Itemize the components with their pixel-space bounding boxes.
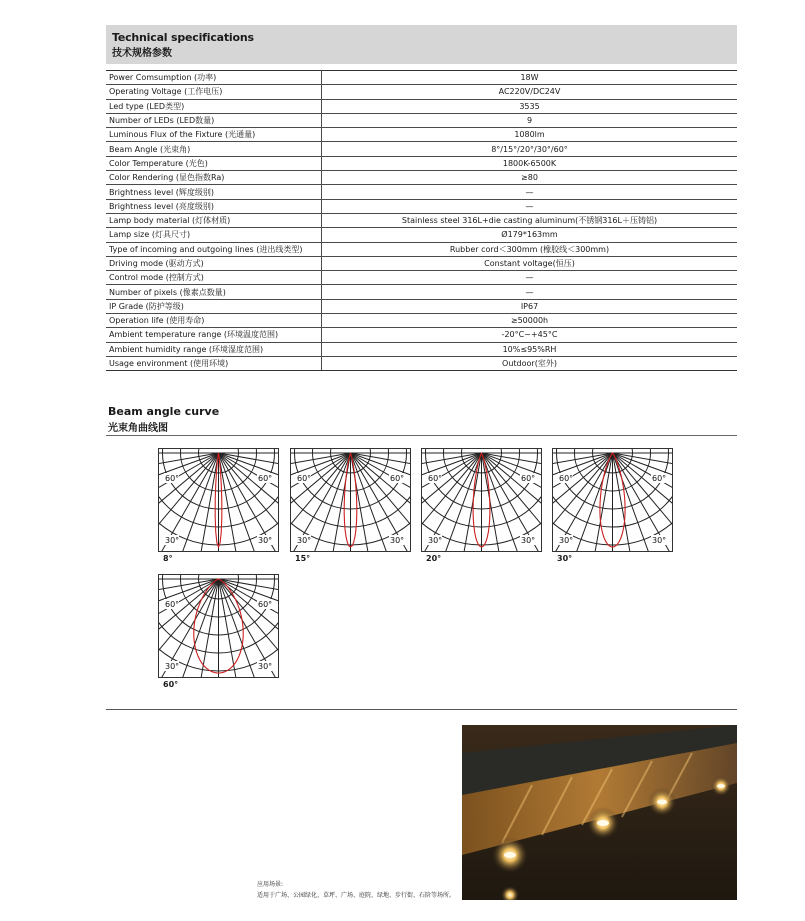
beam-caption: 15°: [295, 554, 311, 563]
spec-title-cn: 技术规格参数: [112, 48, 172, 59]
spec-value: AC220V/DC24V: [322, 85, 738, 99]
spec-label: Ambient humidity range (环境湿度范围): [106, 342, 322, 356]
beam-caption: 20°: [426, 554, 442, 563]
axis-label-right-lower: 30°: [652, 536, 667, 545]
spec-row: [106, 285, 737, 299]
axis-label-right-lower: 30°: [390, 536, 405, 545]
axis-label-right-upper: 60°: [258, 600, 273, 609]
spec-value: 3535: [322, 99, 738, 113]
spec-label: Operation life (使用寿命): [106, 314, 322, 328]
spec-row: [106, 271, 737, 285]
spec-value: ≥80: [322, 171, 738, 185]
axis-label-left-upper: 60°: [297, 474, 312, 483]
spec-row: [106, 113, 737, 127]
beam-polar-diagram: [552, 448, 673, 552]
spec-value: Constant voltage(恒压): [322, 256, 738, 270]
beam-caption: 60°: [163, 680, 179, 689]
spec-label: Luminous Flux of the Fixture (光通量): [106, 128, 322, 142]
spec-row: [106, 242, 737, 256]
spec-label: Brightness level (辉度级别): [106, 185, 322, 199]
spec-header-band: [106, 25, 737, 64]
axis-label-left-lower: 30°: [559, 536, 574, 545]
axis-label-right-lower: 30°: [521, 536, 536, 545]
spec-row: [106, 171, 737, 185]
spec-row: [106, 228, 737, 242]
axis-label-right-upper: 60°: [258, 474, 273, 483]
beam-polar-diagram: [158, 574, 279, 678]
spec-value: -20°C~+45°C: [322, 328, 738, 342]
spec-row: [106, 356, 737, 370]
spec-label: Beam Angle (光束角): [106, 142, 322, 156]
spec-label: Number of pixels (像素点数量): [106, 285, 322, 299]
spec-label: Operating Voltage (工作电压): [106, 85, 322, 99]
spec-row: [106, 299, 737, 313]
application-text: 适用于广场、公园绿化、草坪、广场、庭院、绿地、步行街、石阶等场所。: [257, 892, 456, 899]
axis-label-right-lower: 30°: [258, 536, 273, 545]
spec-label: Usage environment (使用环境): [106, 356, 322, 370]
spec-row: [106, 314, 737, 328]
spec-table: [106, 70, 737, 371]
axis-label-left-lower: 30°: [428, 536, 443, 545]
spec-row: [106, 199, 737, 213]
axis-label-left-lower: 30°: [165, 662, 180, 671]
axis-label-left-lower: 30°: [297, 536, 312, 545]
axis-label-left-upper: 60°: [428, 474, 443, 483]
beam-polar-diagram: [158, 448, 279, 552]
spec-label: Type of incoming and outgoing lines (进出线类型): [106, 242, 322, 256]
beam-caption: 8°: [163, 554, 173, 563]
polar-grid: [422, 449, 541, 551]
spec-label: Led type (LED类型): [106, 99, 322, 113]
spec-value: 1080lm: [322, 128, 738, 142]
spec-label: Ambient temperature range (环境温度范围): [106, 328, 322, 342]
spec-label: Driving mode (驱动方式): [106, 256, 322, 270]
polar-grid: [291, 449, 410, 551]
spec-row: [106, 128, 737, 142]
spec-value: Stainless steel 316L+die casting aluminum(不锈钢316L＋压铸铝): [322, 213, 738, 227]
section-divider: [106, 435, 737, 436]
spec-label: Lamp size (灯具尺寸): [106, 228, 322, 242]
spec-value: Outdoor(室外): [322, 356, 738, 370]
bottom-divider: [106, 709, 737, 710]
spec-value: —: [322, 185, 738, 199]
spec-value: ≥50000h: [322, 314, 738, 328]
spec-row: [106, 99, 737, 113]
spec-value: —: [322, 199, 738, 213]
axis-label-right-upper: 60°: [521, 474, 536, 483]
axis-label-left-lower: 30°: [165, 536, 180, 545]
spec-row: [106, 342, 737, 356]
axis-label-right-lower: 30°: [258, 662, 273, 671]
spec-title-en: Technical specifications: [112, 31, 254, 44]
axis-label-left-upper: 60°: [165, 474, 180, 483]
spec-label: Number of LEDs (LED数量): [106, 113, 322, 127]
spec-row: [106, 71, 737, 85]
beam-section-title: [108, 405, 219, 434]
beam-polar-diagram: [290, 448, 411, 552]
spec-row: [106, 256, 737, 270]
spec-value: Rubber cord＜300mm (橡胶线＜300mm): [322, 242, 738, 256]
polar-grid: [159, 449, 278, 551]
axis-label-left-upper: 60°: [165, 600, 180, 609]
spec-row: [106, 142, 737, 156]
spec-row: [106, 328, 737, 342]
spec-value: 8°/15°/20°/30°/60°: [322, 142, 738, 156]
polar-grid: [553, 449, 672, 551]
beam-title-cn: 光束角曲线图: [108, 423, 168, 434]
spec-row: [106, 213, 737, 227]
spec-row: [106, 156, 737, 170]
spec-label: Brightness level (亮度级别): [106, 199, 322, 213]
spec-value: Ø179*163mm: [322, 228, 738, 242]
spec-row: [106, 85, 737, 99]
polar-grid: [159, 575, 278, 677]
spec-label: Color Temperature (光色): [106, 156, 322, 170]
beam-polar-diagram: [421, 448, 542, 552]
spec-label: Control mode (控制方式): [106, 271, 322, 285]
spec-value: 10%≤95%RH: [322, 342, 738, 356]
spec-label: IP Grade (防护等级): [106, 299, 322, 313]
installation-photo: [462, 725, 737, 900]
axis-label-right-upper: 60°: [390, 474, 405, 483]
beam-caption: 30°: [557, 554, 573, 563]
spec-label: Lamp body material (灯体材质): [106, 213, 322, 227]
spec-value: 1800K-6500K: [322, 156, 738, 170]
spec-value: —: [322, 285, 738, 299]
spec-value: 9: [322, 113, 738, 127]
spec-row: [106, 185, 737, 199]
spec-label: Color Rendering (显色指数Ra): [106, 171, 322, 185]
spec-label: Power Comsumption (功率): [106, 71, 322, 85]
spec-value: —: [322, 271, 738, 285]
spec-value: 18W: [322, 71, 738, 85]
spec-value: IP67: [322, 299, 738, 313]
application-label: 应用场景:: [257, 881, 284, 888]
axis-label-right-upper: 60°: [652, 474, 667, 483]
application-note: [257, 879, 455, 901]
beam-title-en: Beam angle curve: [108, 405, 220, 418]
axis-label-left-upper: 60°: [559, 474, 574, 483]
